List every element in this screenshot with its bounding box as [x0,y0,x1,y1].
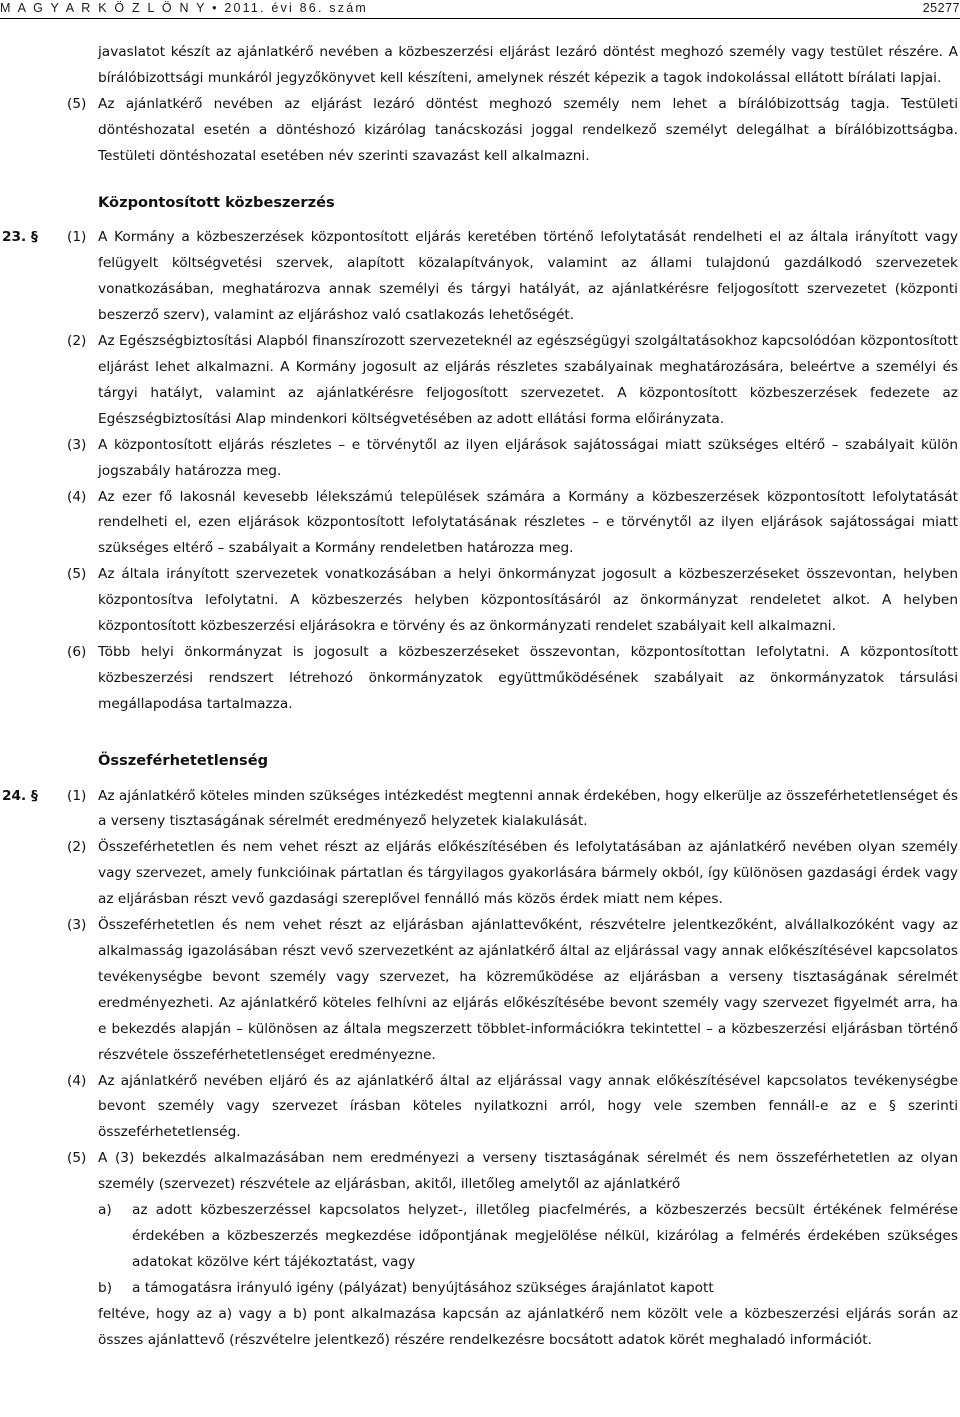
paragraph-number: (5) [67,95,87,112]
section-number: 23. § [2,229,38,246]
paragraph-number: (3) [67,917,87,934]
paragraph-number: (5) [67,1150,87,1167]
page-number: 25277 [922,1,960,15]
paragraph-number: (3) [67,436,87,453]
paragraph-number: (2) [67,333,87,350]
paragraph-23-5: (5) Az általa irányított szervezetek vonatkozásában a helyi önkormányzat jogosult a közbeszerzéseket összevontan, helyben központosítva lefolytatni. A közbeszerzés helyben központosításáról az önkormányzat rendeletet alkot. A helyben központosított közbeszerzési eljárásokra e törvény és az önkormányzati rendelet szabályait kell alkalmazni. [0,562,958,640]
continuation-paragraph: javaslatot készít az ajánlatkérő nevében a közbeszerzési eljárást lezáró döntést meghozó személy vagy testület részére. A bírálóbizottsági munkáról jegyzőkönyvet kell készíteni, amelynek részét képezik a tagok indokolással ellátott bírálati lapjai. [98,44,958,86]
list-item-letter: a) [98,1202,112,1219]
paragraph-24-3: (3) Összeférhetetlen és nem vehet részt az eljárásban ajánlattevőként, részvételre jelentkezőként, alvállalkozóként vagy az alkalmasság igazolásában részt vevő szervezetként az ajánlatkérő által az eljárással vagy annak előkészítésével kapcsolatos tevékenységbe bevont személy vagy szervezet, ha közreműködése az eljárásban a verseny tisztaságának sérelmét eredményezheti. Az ajánlatkérő köteles felhívni az eljárás előkészítésébe bevont személy vagy szervezet figyelmét arra, ha e bekezdés alapján – különösen az általa megszerzett többlet-információkra tekintettel – a közbeszerzési eljárásban történő részvétele összeférhetetlenséget eredményezne. [0,913,958,1068]
section-heading-centralized-procurement: Központosított közbeszerzés [98,193,335,211]
paragraph-number: (1) [67,787,87,804]
paragraph-23-4: (4) Az ezer fő lakosnál kevesebb lélekszámú települések számára a Kormány a közbeszerzések központosított lefolytatását rendelheti el, ezen eljárások központosított lefolytatásának részletes – e törvénytől az ilyen eljárások sajátosságai miatt szükséges eltérő – szabályait a Kormány rendeletben határozza meg. [0,485,958,563]
closing-paragraph: feltéve, hogy az a) vagy a b) pont alkalmazása kapcsán az ajánlatkérő nem közölt vele a közbeszerzési eljárás során az összes ajánlattevő (részvételre jelentkező) részére rendelkezésre bocsátott adatok körét meghaladó információt. [98,1305,958,1348]
paragraph-number: (4) [67,1072,87,1089]
list-item-a: a) az adott közbeszerzéssel kapcsolatos helyzet-, illetőleg piacfelmérés, a közbeszerzés becsült értékének felmérése érdekében a közbeszerzés megkezdése időpontjának megjelölése nélkül, kizárólag a felmérés érdekében szükséges adatokat közölve kért tájékoztatást, vagy [0,1198,958,1276]
paragraph-23-1: 23. § (1) A Kormány a közbeszerzések központosított eljárás keretében történő lefolytatását rendelheti el az általa irányított vagy felügyelt költségvetési szervek, alapított közalapítványok, valamint az állami tulajdonú gazdálkodó szervezetek vonatkozásában, meghatározva annak személyi és tárgyi hatályát, az ajánlatkérésre feljogosított szervezetet (központi beszerző szerv), valamint az eljáráshoz való csatlakozás lehetőségét. [0,225,958,329]
paragraph-23-2: (2) Az Egészségbiztosítási Alapból finanszírozott szervezeteknél az egészségügyi szolgáltatásokhoz kapcsolódóan központosított eljárást lehet alkalmazni. A Kormány jogosult az eljárás részletes szabályainak meghatározására, beleértve a személyi és tárgyi hatályt, valamint az ajánlatkérésre feljogosított szervezetet. A központosított közbeszerzések fedezete az Egészségbiztosítási Alap mindenkori költségvetésében az adott ellátási forma előirányzata. [0,329,958,433]
header-rule [0,18,960,19]
paragraph-number: (1) [67,229,87,246]
paragraph-24-2: (2) Összeférhetetlen és nem vehet részt az eljárás előkészítésében és lefolytatásában az ajánlatkérő nevében olyan személy vagy szervezet, amely funkcióinak pártatlan és tárgyilagos gyakorlására bármely okból, így különösen gazdasági érdek vagy az eljárásban részt vevő gazdasági szereplővel fennálló más közös érdek miatt nem képes. [0,835,958,913]
paragraph-number: (5) [67,566,87,583]
running-title: M A G Y A R K Ö Z L Ö N Y • 2011. évi 86. szám [0,1,368,15]
paragraph-24-4: (4) Az ajánlatkérő nevében eljáró és az ajánlatkérő által az eljárással vagy annak előkészítésével kapcsolatos tevékenységbe bevont személy vagy szervezet írásban köteles nyilatkozni arról, hogy vele szemben fennáll-e az e § szerinti összeférhetetlenség. [0,1069,958,1147]
paragraph-24-5: (5) A (3) bekezdés alkalmazásában nem eredményezi a verseny tisztaságának sérelmét és nem összeférhetetlen az olyan személy (szervezet) részvétele az eljárásban, akitől, illetőleg amelytől az ajánlatkérő [0,1146,958,1198]
paragraph-number: (6) [67,643,87,660]
paragraph-number: (2) [67,839,87,856]
page-body [0,40,960,1354]
list-item-b: b) a támogatásra irányuló igény (pályázat) benyújtásához szükséges árajánlatot kapott [0,1276,958,1302]
paragraph-24-1: 24. § (1) Az ajánlatkérő köteles minden szükséges intézkedést megtenni annak érdekében, hogy elkerülje az összeférhetetlenséget és a verseny tisztaságának sérelmét eredményező helyzetek kialakulását. [0,784,958,836]
page-header [0,0,960,24]
paragraph-23-3: (3) A központosított eljárás részletes – e törvénytől az ilyen eljárások sajátosságai miatt szükséges eltérő – szabályait külön jogszabály határozza meg. [0,433,958,485]
section-heading-conflict-of-interest: Összeférhetetlenség [98,751,269,769]
paragraph-number: (4) [67,488,87,505]
section-number: 24. § [2,787,38,804]
paragraph-23-6: (6) Több helyi önkormányzat is jogosult a közbeszerzéseket összevontan, központosítottan lefolytatni. A központosított közbeszerzési rendszert létrehozó önkormányzatok együttműködésének szabályait az önkormányzatok társulási megállapodása tartalmazza. [0,640,958,718]
paragraph-22-5: (5) Az ajánlatkérő nevében az eljárást lezáró döntést meghozó személy nem lehet a bírálóbizottság tagja. Testületi döntéshozatal esetén a döntéshozó kizárólag tanácskozási joggal rendelkező személyt delegálhat a bírálóbizottságba. Testületi döntéshozatal esetében név szerinti szavazást kell alkalmazni. [0,92,958,170]
list-item-letter: b) [98,1279,113,1296]
